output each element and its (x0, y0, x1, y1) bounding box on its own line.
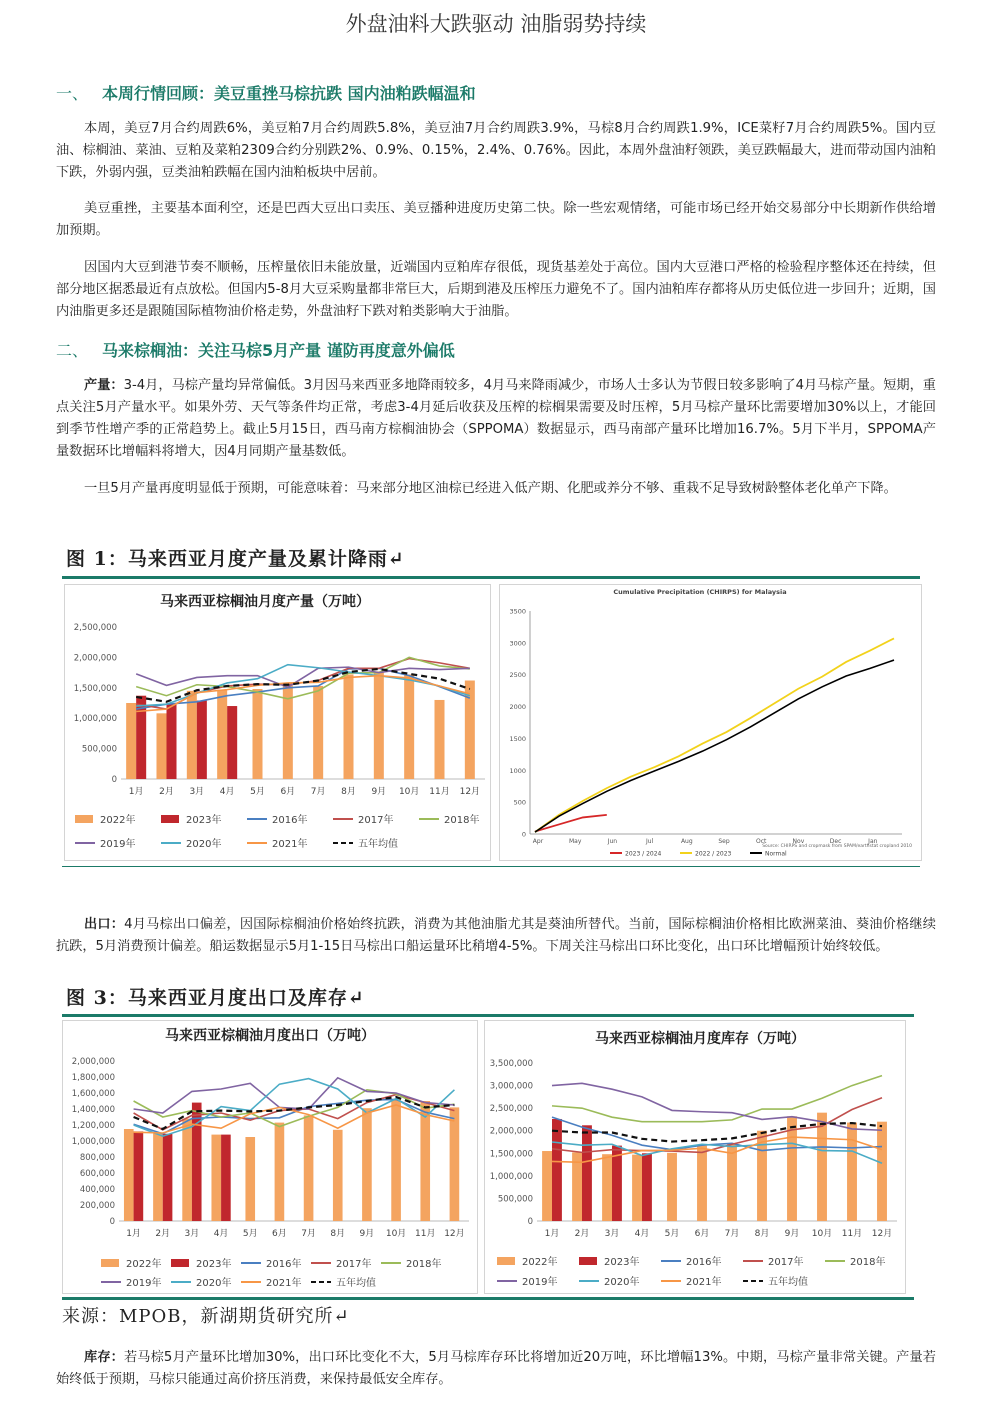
y-tick-label: 2,500,000 (73, 623, 117, 633)
y-tick-label: 1000 (509, 766, 526, 775)
legend-label: 2017年 (336, 1259, 372, 1270)
paragraph-production (56, 375, 936, 463)
legend-swatch (171, 1259, 189, 1267)
series-line-2019年 (136, 667, 470, 687)
x-tick-label: 9月 (359, 1229, 375, 1239)
paragraph-label: 产量： (84, 378, 124, 393)
y-tick-label: 500,000 (81, 744, 117, 755)
paragraph-3: 因国内大豆到港节奏不顺畅，压榨量依旧未能放量，近端国内豆粕库存很低，现货基差处于高位。国内大豆港口严格的检验程序整体还在持续，但部分地区据悉最近有点放松。但国内5-8月大豆采购量都非常巨大，后期到港及压榨压力避免不了。国内油粕库存都将从历史低位进一步回升；近期，国内油脂更多还是跟随国际植物油价格走势，外盘油籽下跌对粕类影响大于油脂。 (56, 260, 936, 319)
x-tick-label: Oct (756, 838, 767, 845)
bar-2022 (404, 674, 414, 779)
legend-label: 五年均值 (336, 1278, 376, 1289)
legend-label: 2020年 (604, 1277, 640, 1288)
stock-chart-panel (484, 1020, 906, 1294)
x-tick-label: 7月 (724, 1229, 740, 1239)
x-tick-label: 10月 (811, 1229, 833, 1239)
legend-label: 2018年 (406, 1259, 442, 1270)
bar-2022 (362, 1108, 372, 1221)
bar-2023 (552, 1119, 562, 1221)
bar-2022 (304, 1115, 314, 1221)
bar-2022 (211, 1135, 221, 1221)
export-chart (63, 1021, 477, 1293)
y-tick-label: 500,000 (497, 1194, 533, 1205)
export-chart-panel (62, 1020, 478, 1294)
bar-2022 (542, 1151, 552, 1221)
legend-swatch (101, 1259, 119, 1267)
bar-2022 (632, 1155, 642, 1221)
x-tick-label: Jun (607, 838, 618, 845)
series-line-2021年 (552, 1137, 882, 1162)
y-tick-label: 1500 (509, 734, 526, 743)
bar-2022 (847, 1123, 857, 1221)
y-tick-label: 1,800,000 (71, 1073, 115, 1083)
y-tick-label: 800,000 (79, 1153, 115, 1163)
legend-label: 2017年 (768, 1257, 804, 1268)
precipitation-chart (500, 585, 921, 860)
legend-label: 2016年 (272, 815, 308, 826)
section-title: 马来棕榈油：关注马棕5月产量 谨防再度意外偏低 (102, 341, 455, 360)
x-tick-label: 10月 (398, 787, 420, 797)
section-heading-2 (56, 338, 455, 361)
y-tick-label: 2,000,000 (73, 653, 117, 664)
y-tick-label: 0 (109, 1217, 115, 1227)
x-tick-label: 1月 (544, 1229, 560, 1239)
legend-label: 五年均值 (768, 1277, 808, 1288)
y-tick-label: 3,000,000 (489, 1081, 533, 1092)
x-tick-label: 11月 (429, 787, 450, 797)
x-tick-label: 4月 (219, 787, 235, 797)
bar-2023 (227, 706, 237, 779)
x-tick-label: Jan (868, 838, 878, 845)
figure-rule (62, 1297, 914, 1300)
section-title: 本周行情回顾：美豆重挫马棕抗跌 国内油粕跌幅温和 (102, 84, 476, 103)
bar-2022 (343, 674, 353, 779)
x-tick-label: 2月 (155, 1229, 171, 1239)
y-tick-label: 500 (513, 798, 526, 807)
bar-2022 (217, 690, 227, 779)
paragraph-text: 4月马棕出口偏差，因国际棕榈油价格始终抗跌，消费为其他油脂尤其是葵油所替代。当前，国际棕榈油价格相比欧洲菜油、葵油价格继续抗跌，5月消费预计偏差。船运数据显示5月1-15日马棕出口船运量环比稍增4-5%。下周关注马棕出口环比变化，出口环比增幅预计始终较低。 (56, 917, 936, 954)
x-tick-label: Nov (792, 838, 805, 845)
x-tick-label: 11月 (841, 1229, 863, 1239)
x-tick-label: 5月 (664, 1229, 680, 1239)
y-tick-label: 2,000,000 (489, 1126, 533, 1137)
legend-label: 2020年 (186, 839, 222, 850)
chart-title: 马来西亚棕榈油月度出口（万吨） (165, 1028, 375, 1044)
legend-label: 2018年 (850, 1257, 886, 1268)
legend-swatch (579, 1257, 597, 1265)
bar-2023 (134, 1131, 144, 1221)
bar-2023 (642, 1153, 652, 1221)
x-tick-label: 2月 (159, 787, 174, 797)
production-chart (65, 585, 490, 860)
legend-label: 2022 / 2023 (695, 850, 732, 858)
section-number: 二、 (56, 341, 89, 360)
bar-2023 (582, 1125, 592, 1221)
bar-2022 (434, 700, 444, 779)
y-tick-label: 1,200,000 (71, 1121, 115, 1131)
precipitation-chart-panel (499, 584, 922, 861)
series-line-2022/2023 (535, 638, 894, 832)
legend-label: 2016年 (686, 1257, 722, 1268)
bar-2023 (221, 1135, 231, 1221)
production-chart-panel (64, 584, 491, 861)
bar-2022 (187, 691, 197, 779)
y-tick-label: 1,500,000 (73, 683, 117, 694)
bar-2022 (252, 689, 262, 779)
y-tick-label: 3500 (509, 607, 526, 616)
y-tick-label: 600,000 (79, 1169, 115, 1179)
chart-title: 马来西亚棕榈油月度产量（万吨） (160, 594, 370, 610)
x-tick-label: 5月 (242, 1229, 258, 1239)
legend-label: 2023年 (186, 815, 222, 826)
y-tick-label: 2,000,000 (71, 1057, 115, 1067)
bar-2022 (697, 1146, 707, 1221)
paragraph-5: 一旦5月产量再度明显低于预期，可能意味着：马来部分地区油棕已经进入低产期、化肥或养分不够、重栽不足导致树龄整体老化单产下降。 (84, 481, 897, 496)
x-tick-label: 1月 (128, 787, 144, 797)
series-line-2018年 (552, 1076, 882, 1122)
source-note: Source: CHIRPS and cropmask from SPAM/earthstat cropland 2010 (762, 844, 912, 849)
legend-label: 2023年 (196, 1259, 232, 1270)
legend-label: 2017年 (358, 815, 394, 826)
bar-2022 (313, 686, 323, 779)
legend-swatch (161, 815, 179, 823)
bar-2022 (391, 1099, 401, 1221)
y-tick-label: 1,600,000 (71, 1089, 115, 1099)
bar-2022 (245, 1137, 255, 1221)
bar-2022 (126, 703, 136, 779)
legend-swatch (75, 815, 93, 823)
paragraph-text: 若马棕5月产量环比增加30%，出口环比变化不大，5月马棕库存环比将增加近20万吨，环比增幅13%。中期，马棕产量非常关键。产量若始终低于预期，马棕只能通过高价挤压消费，来保持最低安全库存。 (56, 1350, 936, 1387)
page-title: 外盘油料大跌驱动 油脂弱势持续 (345, 12, 647, 36)
x-tick-label: 6月 (272, 1229, 287, 1239)
bar-2022 (275, 1123, 285, 1221)
x-tick-label: 8月 (754, 1229, 770, 1239)
bar-2022 (182, 1119, 192, 1221)
y-tick-label: 0 (521, 830, 526, 839)
source-note: 来源：MPOB，新湖期货研究所↵ (62, 1306, 350, 1327)
bar-2022 (727, 1143, 737, 1221)
x-tick-label: 2月 (574, 1229, 590, 1239)
legend-label: 2022年 (522, 1257, 558, 1268)
chart-title: Cumulative Precipitation (CHIRPS) for Malaysia (613, 588, 787, 596)
section-heading-1 (56, 81, 476, 104)
x-tick-label: 4月 (213, 1229, 229, 1239)
series-line-2023/2024 (535, 815, 607, 832)
legend-label: 2021年 (266, 1278, 302, 1289)
bar-2022 (602, 1154, 612, 1221)
y-tick-label: 1,000,000 (489, 1171, 533, 1182)
y-tick-label: 3000 (509, 639, 526, 648)
y-tick-label: 0 (527, 1217, 533, 1227)
figure-rule (62, 866, 920, 867)
y-tick-label: 2500 (509, 671, 526, 680)
x-tick-label: Dec (829, 838, 842, 845)
paragraph-label: 库存： (84, 1350, 124, 1365)
x-tick-label: 5月 (250, 787, 265, 797)
y-tick-label: 200,000 (79, 1201, 115, 1211)
x-tick-label: 3月 (184, 1229, 200, 1239)
x-tick-label: 10月 (385, 1229, 407, 1239)
series-line-Normal (535, 660, 894, 832)
legend-label: 2022年 (100, 815, 136, 826)
x-tick-label: 12月 (459, 787, 481, 797)
bar-2022 (420, 1101, 430, 1221)
paragraph-export (56, 914, 936, 958)
legend-swatch (497, 1257, 515, 1265)
x-tick-label: 12月 (444, 1229, 465, 1239)
figure-rule (62, 576, 920, 579)
bar-2022 (667, 1153, 677, 1221)
bar-2023 (167, 703, 177, 779)
legend-label: 2018年 (444, 815, 480, 826)
legend-label: 2016年 (266, 1259, 302, 1270)
y-tick-label: 1,400,000 (71, 1105, 115, 1115)
x-tick-label: 9月 (784, 1229, 800, 1239)
x-tick-label: Jul (645, 838, 654, 845)
stock-chart (485, 1021, 905, 1293)
x-tick-label: 6月 (280, 787, 296, 797)
y-tick-label: 400,000 (79, 1185, 115, 1195)
y-tick-label: 1,000,000 (71, 1137, 115, 1147)
y-tick-label: 3,500,000 (489, 1059, 533, 1069)
series-line-2020年 (136, 665, 470, 706)
section-number: 一、 (56, 84, 89, 103)
bar-2022 (124, 1129, 134, 1221)
x-tick-label: 6月 (694, 1229, 710, 1239)
x-tick-label: 8月 (341, 787, 356, 797)
paragraph-label: 出口： (84, 917, 125, 932)
figure-rule (62, 1014, 914, 1017)
x-tick-label: Aug (680, 838, 693, 845)
bar-2022 (156, 713, 166, 779)
paragraph-stock (56, 1347, 936, 1391)
x-tick-label: May (568, 838, 582, 845)
bar-2022 (333, 1130, 343, 1221)
y-tick-label: 1,500,000 (489, 1149, 533, 1160)
figure-3-title: 图 3：马来西亚月度出口及库存↵ (66, 987, 365, 1009)
legend-label: 2023 / 2024 (625, 850, 662, 858)
y-tick-label: 2,500,000 (489, 1104, 533, 1115)
x-tick-label: 12月 (871, 1229, 893, 1239)
x-tick-label: 11月 (415, 1229, 436, 1239)
legend-label: 2022年 (126, 1259, 162, 1270)
x-tick-label: 3月 (189, 787, 205, 797)
bar-2023 (197, 701, 207, 779)
paragraph-1: 本周，美豆7月合约周跌6%，美豆粕7月合约周跌5.8%，美豆油7月合约周跌3.9%，马棕8月合约周跌1.9%，ICE菜籽7月合约周跌5%。国内豆油、棕榈油、菜油、豆粕及菜粕2309合约分别跌2%、0.9%、0.15%，2.4%、0.76%。因此，本周外盘油籽领跌，美豆跌幅最大，进而带动国内油粕下跌，外弱内强，豆类油粕跌幅在国内油粕板块中居前。 (56, 121, 936, 180)
x-tick-label: 7月 (301, 1229, 316, 1239)
legend-label: 2023年 (604, 1257, 640, 1268)
figure-1-title: 图 1：马来西亚月度产量及累计降雨↵ (66, 548, 405, 570)
x-tick-label: 9月 (371, 787, 387, 797)
x-tick-label: Sep (718, 838, 730, 845)
x-tick-label: 3月 (604, 1229, 620, 1239)
paragraph-2: 美豆重挫，主要基本面利空，还是巴西大豆出口卖压、美豆播种进度历史第二快。除一些宏观情绪，可能市场已经开始交易部分中长期新作供给增加预期。 (56, 201, 936, 238)
legend-label: 2021年 (272, 839, 308, 850)
bar-2023 (163, 1134, 173, 1221)
legend-label: Normal (765, 850, 787, 858)
legend-label: 2019年 (522, 1277, 558, 1288)
bar-2022 (817, 1113, 827, 1221)
x-tick-label: Apr (532, 838, 544, 845)
paragraph-text: 3-4月，马棕产量均异常偏低。3月因马来西亚多地降雨较多，4月马来降雨减少，市场人士多认为节假日较多影响了4月马棕产量。短期，重点关注5月产量水平。如果外劳、天气等条件均正常，考虑3-4月延后收获及压榨的棕榈果需要及时压榨，5月马棕产量环比需要增加30%以上，才能回到季节性增产季的正常趋势上。截止5月15日，西马南方棕榈油协会（SPPOMA）数据显示，西马南部产量环比增加16.7%。5月下半月，SPPOMA产量数据环比增幅料将增大，因4月同期产量基数低。 (56, 378, 936, 459)
bar-2022 (877, 1122, 887, 1221)
bar-2022 (374, 671, 384, 779)
y-tick-label: 2000 (509, 703, 526, 712)
y-tick-label: 1,000,000 (73, 714, 117, 725)
legend-label: 2019年 (100, 839, 136, 850)
x-tick-label: 1月 (126, 1229, 141, 1239)
bar-2022 (787, 1116, 797, 1221)
x-tick-label: 4月 (634, 1229, 650, 1239)
legend-label: 2019年 (126, 1278, 162, 1289)
bar-2022 (450, 1107, 460, 1221)
legend-label: 2020年 (196, 1278, 232, 1289)
legend-label: 2021年 (686, 1277, 722, 1288)
x-tick-label: 8月 (330, 1229, 346, 1239)
x-tick-label: 7月 (310, 787, 326, 797)
y-tick-label: 0 (111, 775, 117, 785)
legend-label: 五年均值 (358, 839, 398, 850)
bar-2022 (153, 1133, 163, 1221)
chart-title: 马来西亚棕榈油月度库存（万吨） (595, 1031, 805, 1047)
series-line-2020年 (552, 1142, 882, 1163)
